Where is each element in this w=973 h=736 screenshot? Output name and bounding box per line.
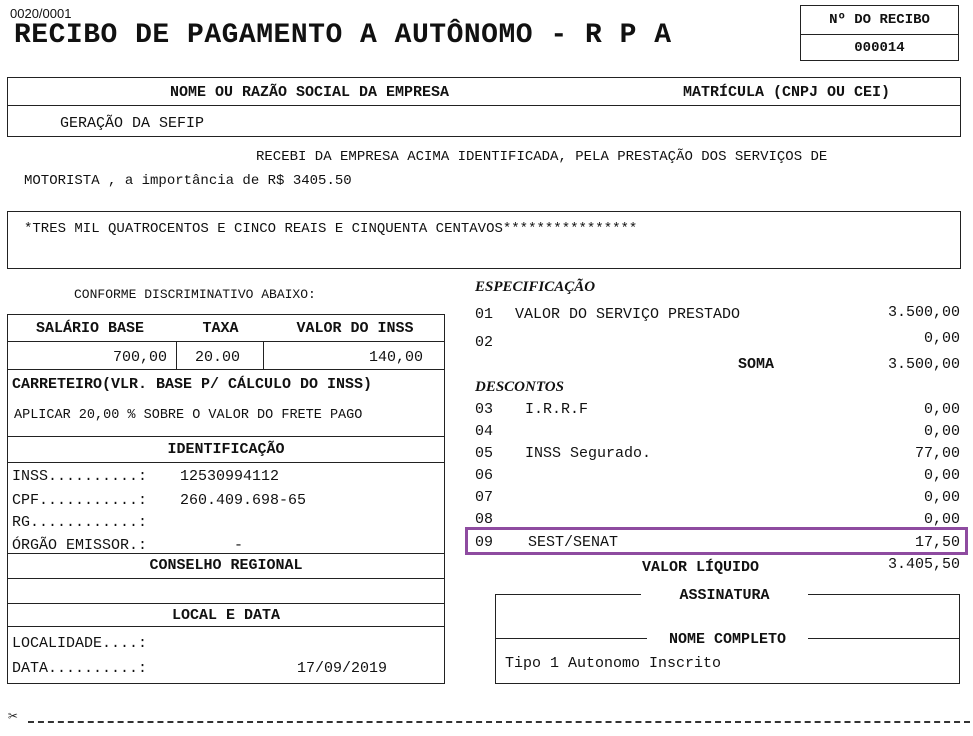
nome-completo-title: NOME COMPLETO	[668, 631, 787, 648]
nome-completo-value: Tipo 1 Autonomo Inscrito	[505, 655, 722, 672]
company-name-value: GERAÇÃO DA SEFIP	[60, 115, 205, 132]
rg-label: RG............:	[12, 514, 148, 531]
desconto-code: 04	[475, 423, 494, 440]
conselho-regional-title: CONSELHO REGIONAL	[149, 557, 303, 574]
desconto-value: 0,00	[923, 511, 960, 528]
cut-line	[28, 721, 970, 723]
desconto-value: 0,00	[923, 489, 960, 506]
registration-label: MATRÍCULA (CNPJ OU CEI)	[683, 84, 891, 101]
taxa-value: 20.00	[195, 349, 241, 366]
item-code: 01	[475, 306, 494, 323]
page-title: RECIBO DE PAGAMENTO A AUTÔNOMO - R P A	[14, 20, 672, 51]
amount-words-box	[7, 211, 961, 269]
statement-line1: RECEBI DA EMPRESA ACIMA IDENTIFICADA, PELA PRESTAÇÃO DOS SERVIÇOS DE	[256, 149, 828, 165]
desconto-code: 09	[475, 534, 494, 551]
item-desc: VALOR DO SERVIÇO PRESTADO	[515, 306, 741, 323]
doc-code: 0020/0001	[10, 6, 72, 21]
salario-base-value: 700,00	[112, 349, 167, 366]
soma-value: 3.500,00	[887, 356, 960, 373]
desconto-value: 77,00	[914, 445, 960, 462]
especificacao-title: ESPECIFICAÇÃO	[475, 279, 596, 295]
item-value: 3.500,00	[887, 304, 960, 321]
soma-label: SOMA	[738, 356, 775, 373]
data-label: DATA..........:	[12, 660, 148, 677]
desconto-code: 06	[475, 467, 494, 484]
identificacao-title: IDENTIFICAÇÃO	[167, 441, 285, 458]
item-value: 0,00	[923, 330, 960, 347]
data-value: 17/09/2019	[297, 660, 388, 677]
desconto-value: 0,00	[923, 401, 960, 418]
carreteiro-title: CARRETEIRO(VLR. BASE P/ CÁLCULO DO INSS)	[12, 376, 373, 393]
orgao-emissor-value: -	[234, 537, 244, 554]
taxa-header: TAXA	[202, 320, 239, 337]
salario-base-header: SALÁRIO BASE	[35, 320, 145, 337]
valor-inss-value: 140,00	[368, 349, 423, 366]
desconto-code: 07	[475, 489, 494, 506]
desconto-desc: I.R.R.F	[525, 401, 589, 418]
company-name-label: NOME OU RAZÃO SOCIAL DA EMPRESA	[170, 84, 450, 101]
valor-liquido-value: 3.405,50	[887, 556, 960, 573]
inss-label: INSS..........:	[12, 468, 148, 485]
amount-in-words: *TRES MIL QUATROCENTOS E CINCO REAIS E CINQUENTA CENTAVOS****************	[24, 221, 638, 237]
valor-inss-header: VALOR DO INSS	[296, 320, 414, 337]
desconto-desc: INSS Segurado.	[525, 445, 652, 462]
descontos-title: DESCONTOS	[475, 379, 564, 395]
desconto-value: 0,00	[923, 423, 960, 440]
desconto-value: 0,00	[923, 467, 960, 484]
cpf-value: 260.409.698-65	[180, 492, 307, 509]
valor-liquido-label: VALOR LÍQUIDO	[642, 559, 760, 576]
item-code: 02	[475, 334, 494, 351]
cpf-label: CPF...........:	[12, 492, 148, 509]
orgao-emissor-label: ÓRGÃO EMISSOR.:	[12, 537, 148, 554]
statement-line2: MOTORISTA , a importância de R$ 3405.50	[24, 173, 352, 189]
desconto-code: 08	[475, 511, 494, 528]
assinatura-title: ASSINATURA	[679, 587, 770, 604]
localidade-label: LOCALIDADE....:	[12, 635, 148, 652]
desconto-code: 03	[475, 401, 494, 418]
desconto-code: 05	[475, 445, 494, 462]
carreteiro-text: APLICAR 20,00 % SOBRE O VALOR DO FRETE PAGO	[14, 408, 363, 423]
inss-value: 12530994112	[180, 468, 280, 485]
desconto-value: 17,50	[914, 534, 960, 551]
local-data-title: LOCAL E DATA	[171, 607, 281, 624]
receipt-label: Nº DO RECIBO	[829, 12, 930, 28]
scissors-icon: ✂	[8, 708, 18, 726]
desconto-desc: SEST/SENAT	[528, 534, 619, 551]
receipt-number: 000014	[854, 40, 905, 56]
conforme-text: CONFORME DISCRIMINATIVO ABAIXO:	[74, 287, 316, 302]
